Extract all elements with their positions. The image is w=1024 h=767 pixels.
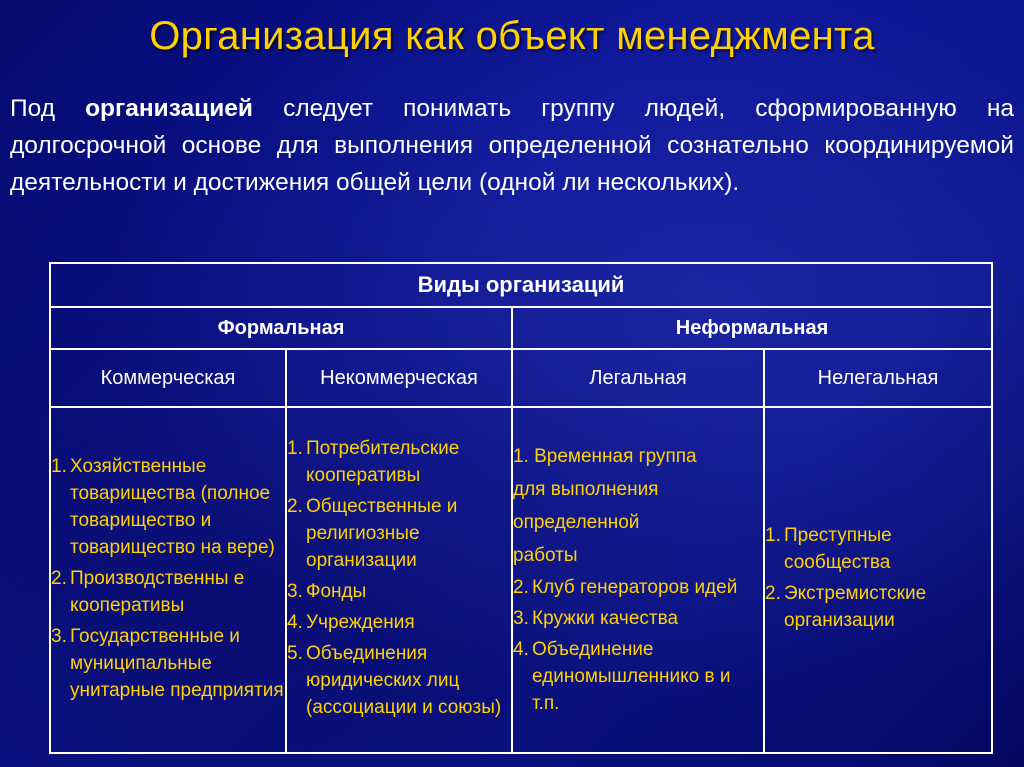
category-noncommercial: Некоммерческая bbox=[286, 349, 512, 407]
list-item: 3. Фонды bbox=[287, 581, 367, 602]
list-item: 1. Хозяйственные товарищества (полное товарищество и товарищество на вере) bbox=[51, 455, 275, 558]
intro-bold-term: организацией bbox=[85, 95, 253, 122]
commercial-list-cell bbox=[50, 407, 286, 753]
list-item: 3. Кружки качества bbox=[513, 607, 679, 629]
illegal-list-cell bbox=[764, 407, 992, 753]
list-item: 1. Потребительские кооперативы bbox=[287, 438, 460, 486]
group-formal: Формальная bbox=[50, 307, 512, 349]
legal-list bbox=[513, 574, 763, 717]
intro-paragraph bbox=[10, 90, 1014, 201]
category-commercial: Коммерческая bbox=[50, 349, 286, 407]
category-legal: Легальная bbox=[512, 349, 764, 407]
slide-title: Организация как объект менеджмента bbox=[149, 14, 875, 58]
commercial-list bbox=[51, 453, 285, 704]
legal-item-1: 1. Временная группа для выполнения определенной работы bbox=[513, 445, 697, 566]
list-item: 4. Объединение единомышленнико в и т.п. bbox=[513, 638, 731, 714]
list-item: 2. Общественные и религиозные организации bbox=[287, 496, 458, 571]
list-item: 3. Государственные и муниципальные унитарные предприятия bbox=[51, 625, 284, 701]
list-item: 5. Объединения юридических лиц (ассоциации и союзы) bbox=[287, 643, 502, 718]
organization-types-table bbox=[49, 262, 993, 754]
intro-text-start: Под bbox=[10, 95, 86, 122]
group-informal: Неформальная bbox=[512, 307, 992, 349]
intro-text-rest: следует понимать группу людей, сформированную на долгосрочной основе для выполнения определенной сознательно координируемой деятельности и достижения общей цели (одной ли нескольких). bbox=[10, 95, 1014, 196]
noncommercial-list-cell bbox=[286, 407, 512, 753]
list-item: 2. Производственны е кооперативы bbox=[51, 567, 245, 616]
table-header: Виды организаций bbox=[50, 263, 992, 307]
list-item: 2. Экстремистские организации bbox=[765, 583, 927, 631]
list-item: 2. Клуб генераторов идей bbox=[513, 576, 738, 598]
illegal-list bbox=[765, 522, 991, 634]
list-item: 4. Учреждения bbox=[287, 612, 415, 633]
category-illegal: Нелегальная bbox=[764, 349, 992, 407]
legal-list-cell bbox=[512, 407, 764, 753]
list-item: 1. Преступные сообщества bbox=[765, 525, 892, 573]
noncommercial-list bbox=[287, 435, 511, 721]
